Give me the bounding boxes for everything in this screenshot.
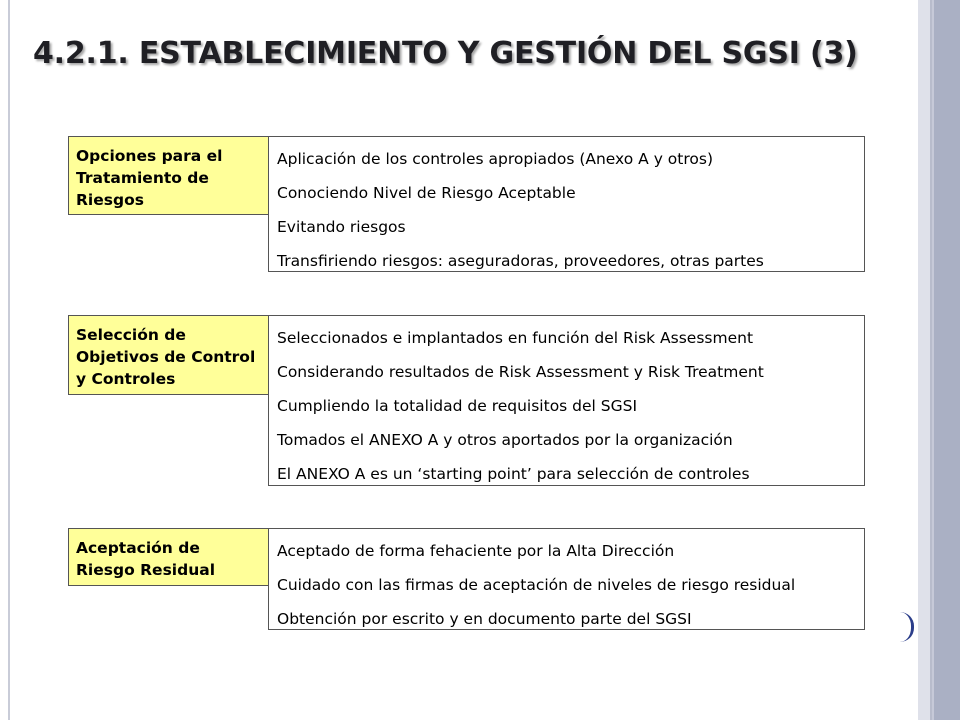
list-item: Considerando resultados de Risk Assessment y Risk Treatment [277, 363, 764, 381]
list-item: Cumpliendo la totalidad de requisitos del SGSI [277, 397, 638, 415]
list-item: El ANEXO A es un ‘starting point’ para selección de controles [277, 465, 750, 483]
list-item: Transfiriendo riesgos: aseguradoras, proveedores, otras partes [277, 252, 764, 270]
list-item: Aceptado de forma fehaciente por la Alta Dirección [277, 542, 675, 560]
group-items [268, 136, 865, 272]
list-item: Seleccionados e implantados en función del Risk Assessment [277, 329, 754, 347]
group-items [268, 528, 865, 630]
list-item: Conociendo Nivel de Riesgo Aceptable [277, 184, 576, 202]
group-items [268, 315, 865, 486]
group-label: Opciones para el Tratamiento de Riesgos [68, 136, 269, 215]
list-item: Cuidado con las firmas de aceptación de niveles de riesgo residual [277, 576, 796, 594]
group-label: Aceptación de Riesgo Residual [68, 528, 269, 586]
list-item: Tomados el ANEXO A y otros aportados por la organización [277, 431, 733, 449]
list-item: Evitando riesgos [277, 218, 406, 236]
list-item: Aplicación de los controles apropiados (Anexo A y otros) [277, 150, 713, 168]
slide-left-border [8, 0, 10, 720]
slide-title: 4.2.1. ESTABLECIMIENTO Y GESTIÓN DEL SGSI (3) [33, 36, 858, 71]
group-label: Selección de Objetivos de Control y Controles [68, 315, 269, 395]
slide-right-decoration [918, 0, 960, 720]
decorative-arc [900, 612, 914, 642]
list-item: Obtención por escrito y en documento parte del SGSI [277, 610, 692, 628]
